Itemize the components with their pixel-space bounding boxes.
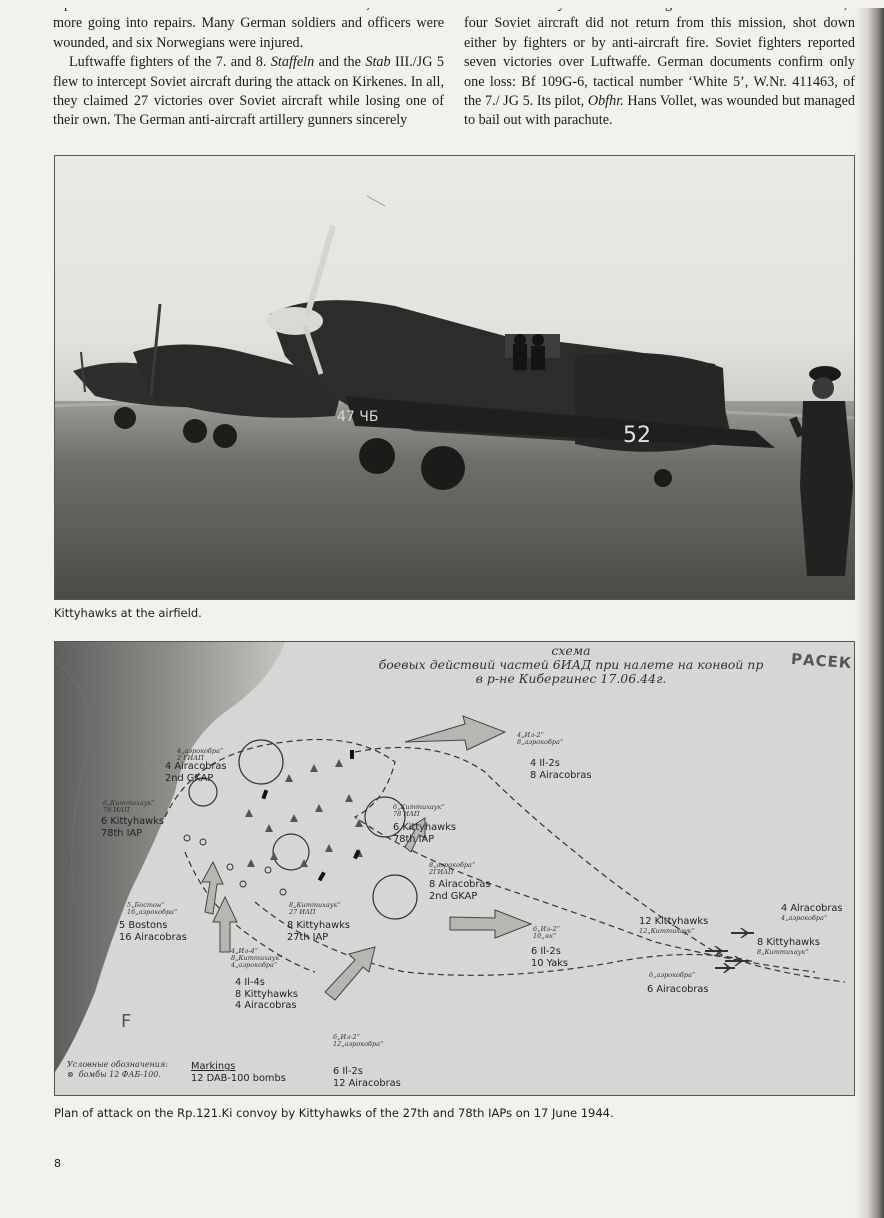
route-path-1 [165,740,815,973]
label-g8-ru: 4„Ил-2“ 8„аэрокобра“ [517,731,564,746]
map-caption: Plan of attack on the Rp.121.Ki convoy by Kittyhawks of the 27th and 78th IAPs on 17 June 1944. [54,1106,614,1120]
label-6-airacobras-bottom: 6 Airacobras [647,984,709,995]
label-4-il4s-8-kittyhawks-4-airacobras: 4 Il-4s 8 Kittyhawks 4 Airacobras [235,977,298,1011]
label-g11-ru: 4„аэрокобра“ [781,914,828,922]
bomb-markers [184,835,286,895]
map-title-line-2: боевых действий частей 6ИАД при налете на конвой пр [378,657,764,672]
map-corner-mark: F [121,1011,132,1032]
paragraph-3 [464,14,855,130]
map-russian-title [351,644,791,686]
label-8-kittyhawks-right: 8 Kittyhawks [757,937,820,948]
archive-stamp: РАСЕК [790,649,853,673]
label-6-kittyhawks-78th-iap-center: 6 Kittyhawks 78th IAP [393,822,456,845]
p3-obfhr: Obfhr. [587,93,624,110]
p2-text-a: Luftwaffe fighters of the 7. and 8. [69,54,271,71]
label-g13-ru: 6„аэрокобра“ [649,971,696,979]
convoy-ships [245,759,363,867]
photo-caption: Kittyhawks at the airfield. [54,606,202,620]
label-g5-ru: 8„Киттихаук“ 27 ИАП [289,901,341,916]
p3-text-b: Hans Vollet, was wounded but managed to bail out with parachute. [464,93,855,129]
label-g2-ru: 6„Киттихаук“ 78 ИАП [103,799,155,814]
legend-title: Markings [191,1061,236,1072]
label-g3-ru: 5„Бостон“ 16„аэрокобра“ [127,901,178,916]
label-6-il2s-10-yaks: 6 Il-2s 10 Yaks [531,946,568,969]
page-number: 8 [54,1157,61,1170]
p3-text-a: four Soviet aircraft did not return from this mission, shot down either by fighters or by anti-aircraft fire. Soviet fighters reported seven victories over Luftwaffe. German documents confirm only one loss: Bf 109G-6, tactical number ‘White 5’, W.Nr. 411463, of the 7./ JG 5. Its pilot, [464,15,855,110]
article-right-column [464,4,855,131]
tail-marking-52: 52 [623,423,651,448]
label-4-alracobras-right: 4 Alracobras [781,903,843,914]
p2-text-b: and the [314,54,366,71]
legend-russian: Условные обозначения: ⊗ бомбы 12 ФАБ-100. [67,1060,168,1079]
paragraph-1 [53,14,444,53]
map-title-line-1: схема [551,643,591,658]
p2-staffeln: Staffeln [270,54,315,71]
label-g9-ru: 6„Ил-2“ 10„як“ [533,925,560,940]
label-g14-ru: 6„Ил-2“ 12„аэрокобра“ [333,1033,384,1048]
page-top-crop [0,0,884,8]
p2-text-c: III./JG 5 flew to intercept Soviet aircraft during the attack on Kirkenes. In all, they claimed 27 victories over Soviet aircraft while losing one of their own. The German anti-aircraft artillery gunners sincerely [53,54,444,129]
label-4-airacobras-2nd-gkap: 4 Airacobras 2nd GKAP [165,761,227,784]
label-4-il2s-8-airacobras: 4 Il-2s 8 Airacobras [530,758,592,781]
kittyhawks-photo [54,155,855,600]
attack-plan-map [54,641,855,1096]
photo-illustration [55,156,855,600]
label-g6-ru: 6„Киттихаук“ 78 ИАП [393,803,445,818]
label-8-airacobras-2nd-gkap: 8 Airacobras 2nd GKAP [429,879,491,902]
paragraph-2 [53,53,444,131]
article-left-column [53,4,444,131]
label-g10-ru: 12„Киттихаук“ [639,927,695,935]
map-title-line-3: в р-не Кибергинес 17.06.44г. [475,671,667,686]
label-12-kittyhawks: 12 Kittyhawks [639,916,709,927]
p2-stab: Stab [365,54,391,71]
label-5-bostons-16-airacobras: 5 Bostons 16 Airacobras [119,920,187,943]
label-g4-ru: 4„Ил-4“ 8„Киттихаук“ 4„аэрокобра“ [231,947,283,969]
page-edge-shadow [854,0,884,1218]
label-g12-ru: 8„Киттихаук“ [757,948,809,956]
paragraph-1-text: more going into repairs. Many German soldiers and officers were wounded, and six Norwegians were injured. [53,15,444,51]
tail-marking-47: 47 ЧБ [337,409,379,425]
aircraft-symbols [705,928,754,973]
label-g7-ru: 8„аэрокобра“ 2ГИАП [429,861,476,876]
legend-item: 12 DAB-100 bombs [191,1073,286,1084]
label-g1-ru: 4„аэрокобра“ 2 ГИАП [177,747,224,762]
label-8-kittyhawks-27th-iap: 8 Kittyhawks 27th IAP [287,920,350,943]
label-6-il2s-12-airacobras: 6 Il-2s 12 Airacobras [333,1066,401,1089]
label-6-kittyhawks-78th-iap-left: 6 Kittyhawks 78th IAP [101,816,164,839]
